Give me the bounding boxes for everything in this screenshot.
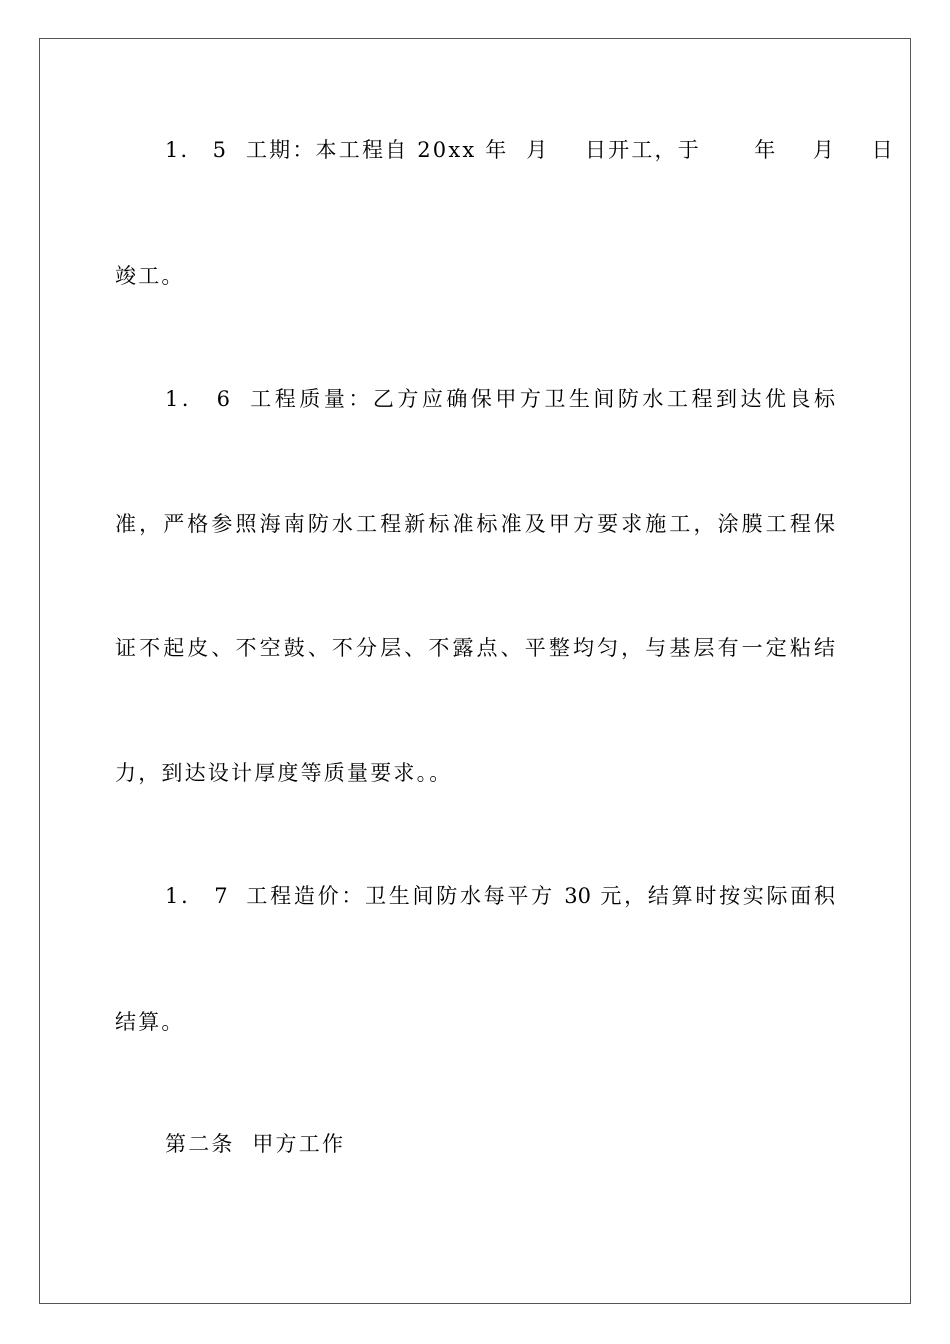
- clause-1-5-line-2: 竣工。: [115, 264, 185, 288]
- clause-1-7-line-2: 结算。: [115, 1010, 185, 1034]
- section-heading-article-2: 第二条 甲方工作: [165, 1132, 346, 1156]
- clause-1-6-line-2: 准，严格参照海南防水工程新标准标准及甲方要求施工，涂膜工程保: [115, 512, 835, 536]
- clause-1-6-line-4: 力，到达设计厚度等质量要求。。: [115, 761, 453, 785]
- page-border: [39, 38, 911, 1304]
- clause-1-5-line-1: 1． 5 工期：本工程自 20xx 年 月 日开工，于 年 月 日: [165, 138, 895, 162]
- clause-1-6-line-1: 1． 6 工程质量：乙方应确保甲方卫生间防水工程到达优良标: [165, 387, 835, 411]
- clause-1-7-line-1: 1． 7 工程造价：卫生间防水每平方 30 元，结算时按实际面积: [165, 884, 835, 908]
- clause-1-6-line-3: 证不起皮、不空鼓、不分层、不露点、平整均匀，与基层有一定粘结: [115, 636, 835, 660]
